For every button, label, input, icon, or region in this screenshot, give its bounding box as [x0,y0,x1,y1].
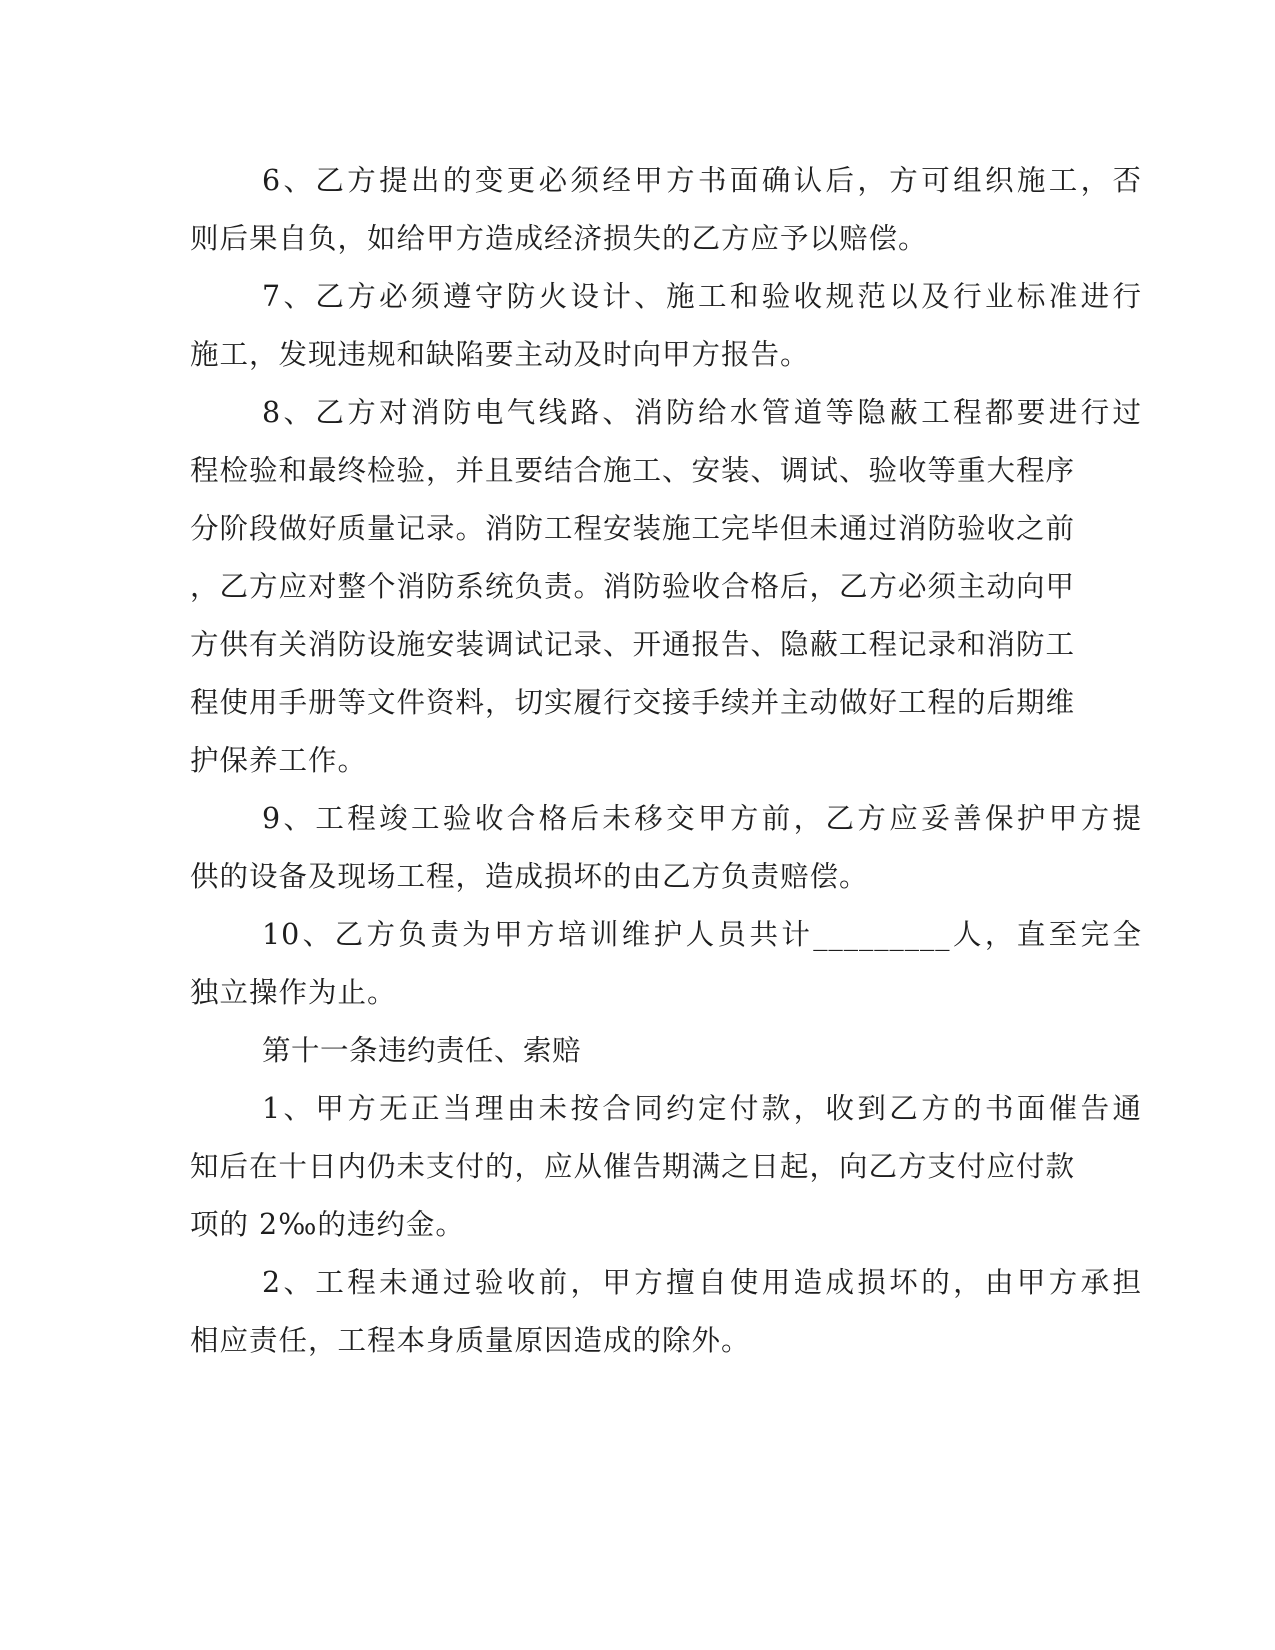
paragraph-8-line-4: ，乙方应对整个消防系统负责。消防验收合格后，乙方必须主动向甲 [190,570,1076,603]
paragraph-10-line-2: 独立操作为止。 [190,976,397,1009]
paragraph-10-line-1: 10、乙方负责为甲方培训维护人员共计_________人，直至完全 [262,918,1142,951]
paragraph-8-line-6: 程使用手册等文件资料，切实履行交接手续并主动做好工程的后期维 [190,686,1076,719]
paragraph-8-line-5: 方供有关消防设施安装调试记录、开通报告、隐蔽工程记录和消防工 [190,628,1076,661]
article-11-item-1-line-3: 项的 2‰的违约金。 [190,1208,465,1241]
paragraph-6-line-2: 则后果自负，如给甲方造成经济损失的乙方应予以赔偿。 [190,222,928,255]
article-11-item-1-line-2: 知后在十日内仍未支付的，应从催告期满之日起，向乙方支付应付款 [190,1150,1076,1183]
paragraph-9-line-2: 供的设备及现场工程，造成损坏的由乙方负责赔偿。 [190,860,869,893]
paragraph-7-line-2: 施工，发现违规和缺陷要主动及时向甲方报告。 [190,338,810,371]
paragraph-8-line-3: 分阶段做好质量记录。消防工程安装施工完毕但未通过消防验收之前 [190,512,1076,545]
paragraph-8-line-1: 8、乙方对消防电气线路、消防给水管道等隐蔽工程都要进行过 [262,396,1142,429]
article-11-heading: 第十一条违约责任、索赔 [262,1034,582,1067]
paragraph-6-line-1: 6、乙方提出的变更必须经甲方书面确认后，方可组织施工，否 [262,164,1142,197]
paragraph-8-line-2: 程检验和最终检验，并且要结合施工、安装、调试、验收等重大程序 [190,454,1076,487]
paragraph-9-line-1: 9、工程竣工验收合格后未移交甲方前，乙方应妥善保护甲方提 [262,802,1142,835]
article-11-item-2-line-1: 2、工程未通过验收前，甲方擅自使用造成损坏的，由甲方承担 [262,1266,1142,1299]
article-11-item-2-line-2: 相应责任，工程本身质量原因造成的除外。 [190,1324,751,1357]
article-11-item-1-line-1: 1、甲方无正当理由未按合同约定付款，收到乙方的书面催告通 [262,1092,1142,1125]
paragraph-7-line-1: 7、乙方必须遵守防火设计、施工和验收规范以及行业标准进行 [262,280,1142,313]
paragraph-8-line-7: 护保养工作。 [190,744,368,777]
